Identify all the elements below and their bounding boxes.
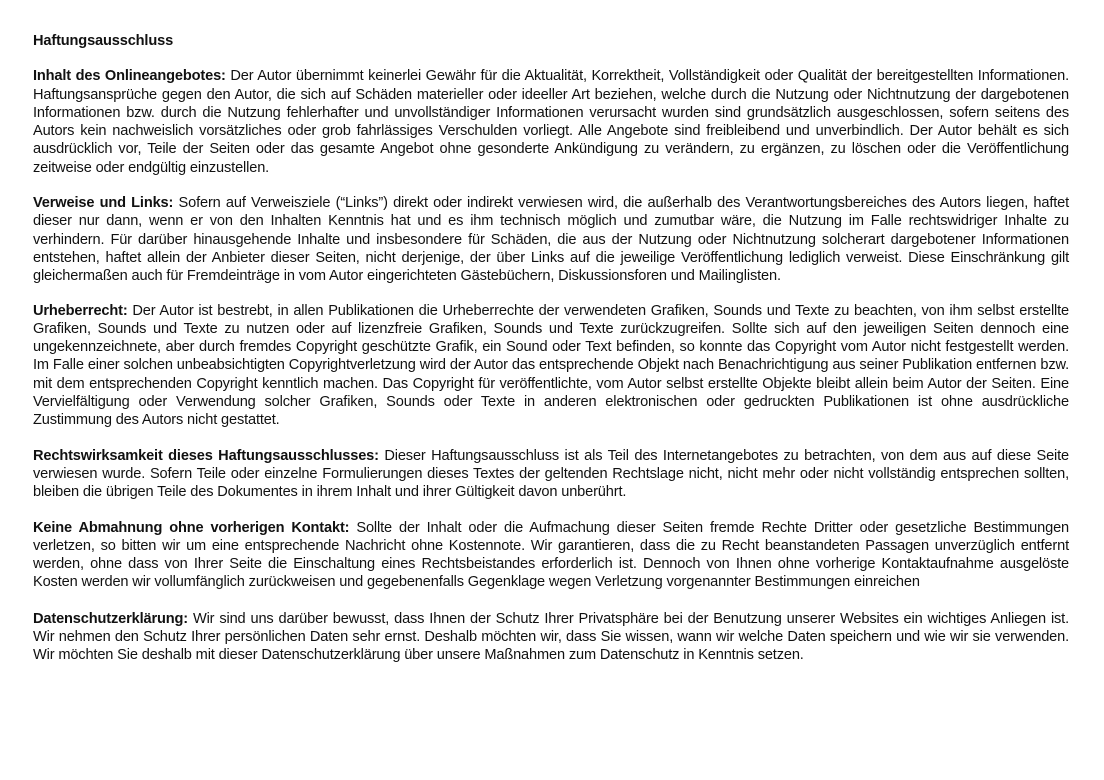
section-online-content — [33, 67, 1069, 177]
section-text: Der Autor ist bestrebt, in allen Publikationen die Urheberrechte der verwendeten Grafiken, Sounds und Texte zu beachten, von ihm selbst erstellte Grafiken, Sounds und Texte zu nutzen oder auf lizenzfreie Grafiken, Sounds und Texte zurückzugreifen. Sollte sich auf den jeweiligen Seiten dennoch eine ungekennzeichnete, aber durch fremdes Copyright geschützte Grafik, ein Sound oder Text befinden, so konnte das Copyright vom Autor nicht festgestellt werden. Im Falle einer solchen unbeabsichtigten Copyrightverletzung wird der Autor das entsprechende Objekt nach Benachrichtigung aus seiner Publikation entfernen bzw. mit dem entsprechenden Copyright kenntlich machen. Das Copyright für veröffentlichte, vom Autor selbst erstellte Objekte bleibt allein beim Autor der Seiten. Eine Vervielfältigung oder Verwendung solcher Grafiken, Sounds oder Texte in anderen elektronischen oder gedruckten Publikationen ist ohne ausdrückliche Zustimmung des Autors nicht gestattet. — [33, 302, 1069, 429]
section-text: Sollte der Inhalt oder die Aufmachung dieser Seiten fremde Rechte Dritter oder gesetzliche Bestimmungen verletzen, so bitten wir um eine entsprechende Nachricht ohne Kostennote. Wir garantieren, dass die zu Recht beanstandeten Passagen unverzüglich entfernt werden, ohne dass von Ihrer Seite die Einschaltung eines Rechtsbeistandes erforderlich ist. Dennoch von Ihnen ohne vorherige Kontaktaufnahme ausgelöste Kosten werden wir vollumfänglich zurückweisen und gegebenenfalls Gegenklage wegen Verletzung vorgenannter Bestimmungen einreichen — [33, 519, 1070, 591]
disclaimer-document — [33, 32, 1069, 665]
section-copyright — [33, 302, 1069, 430]
section-text: Sofern auf Verweisziele (“Links”) direkt oder indirekt verwiesen wird, die außerhalb des Verantwortungsbereiches des Autors liegen, haftet dieser nur dann, wenn er von den Inhalten Kenntnis hat und es ihm technisch möglich und zumutbar wäre, die Nutzung im Falle rechtswidriger Inhalte zu verhindern. Für darüber hinausgehende Inhalte und insbesondere für Schäden, die aus der Nutzung oder Nichtnutzung solcherart dargebotener Informationen entstehen, haftet allein der Anbieter dieser Seiten, nicht derjenige, der über Links auf die jeweilige Veröffentlichung lediglich verweist. Diese Einschränkung gilt gleichermaßen auch für Fremdeinträge in vom Autor eingerichteten Gästebüchern, Diskussionsforen und Mailinglisten. — [33, 195, 1070, 285]
section-legal-validity — [33, 447, 1069, 502]
section-heading: Verweise und Links: — [33, 195, 174, 212]
section-privacy — [33, 610, 1069, 665]
section-references-links — [33, 194, 1069, 285]
section-heading: Keine Abmahnung ohne vorherigen Kontakt: — [33, 519, 350, 536]
section-heading: Rechtswirksamkeit dieses Haftungsausschlusses: — [33, 447, 379, 464]
document-title: Haftungsausschluss — [33, 33, 174, 49]
section-text: Dieser Haftungsausschluss ist als Teil des Internetangebotes zu betrachten, von dem aus auf diese Seite verwiesen wurde. Sofern Teile oder einzelne Formulierungen dieses Textes der geltenden Rechtslage nicht, nicht mehr oder nicht vollständig entsprechen sollten, bleiben die übrigen Teile des Dokumentes in ihrem Inhalt und ihrer Gültigkeit davon unberührt. — [33, 447, 1069, 501]
section-no-warning — [33, 519, 1069, 592]
section-heading: Urheberrecht: — [33, 302, 128, 319]
section-text: Wir sind uns darüber bewusst, dass Ihnen der Schutz Ihrer Privatsphäre bei der Benutzung unserer Websites ein wichtiges Anliegen ist. Wir nehmen den Schutz Ihrer persönlichen Daten sehr ernst. Deshalb möchten wir, dass Sie wissen, wann wir welche Daten speichern und wie wir sie verwenden. Wir möchten Sie deshalb mit dieser Datenschutzerklärung über unsere Maßnahmen zum Datenschutz in Kenntnis setzen. — [33, 610, 1069, 664]
section-heading: Inhalt des Onlineangebotes: — [33, 68, 226, 85]
section-heading: Datenschutzerklärung: — [33, 610, 188, 627]
section-text: Der Autor übernimmt keinerlei Gewähr für die Aktualität, Korrektheit, Vollständigkeit oder Qualität der bereitgestellten Informationen. Haftungsansprüche gegen den Autor, die sich auf Schäden materieller oder ideeller Art beziehen, welche durch die Nutzung oder Nichtnutzung der dargebotenen Informationen bzw. durch die Nutzung fehlerhafter und unvollständiger Informationen verursacht wurden sind grundsätzlich ausgeschlossen, sofern seitens des Autors kein nachweislich vorsätzliches oder grob fahrlässiges Verschulden vorliegt. Alle Angebote sind freibleibend und unverbindlich. Der Autor behält es sich ausdrücklich vor, Teile der Seiten oder das gesamte Angebot ohne gesonderte Ankündigung zu verändern, zu ergänzen, zu löschen oder die Veröffentlichung zeitweise oder endgültig einzustellen. — [33, 68, 1070, 176]
